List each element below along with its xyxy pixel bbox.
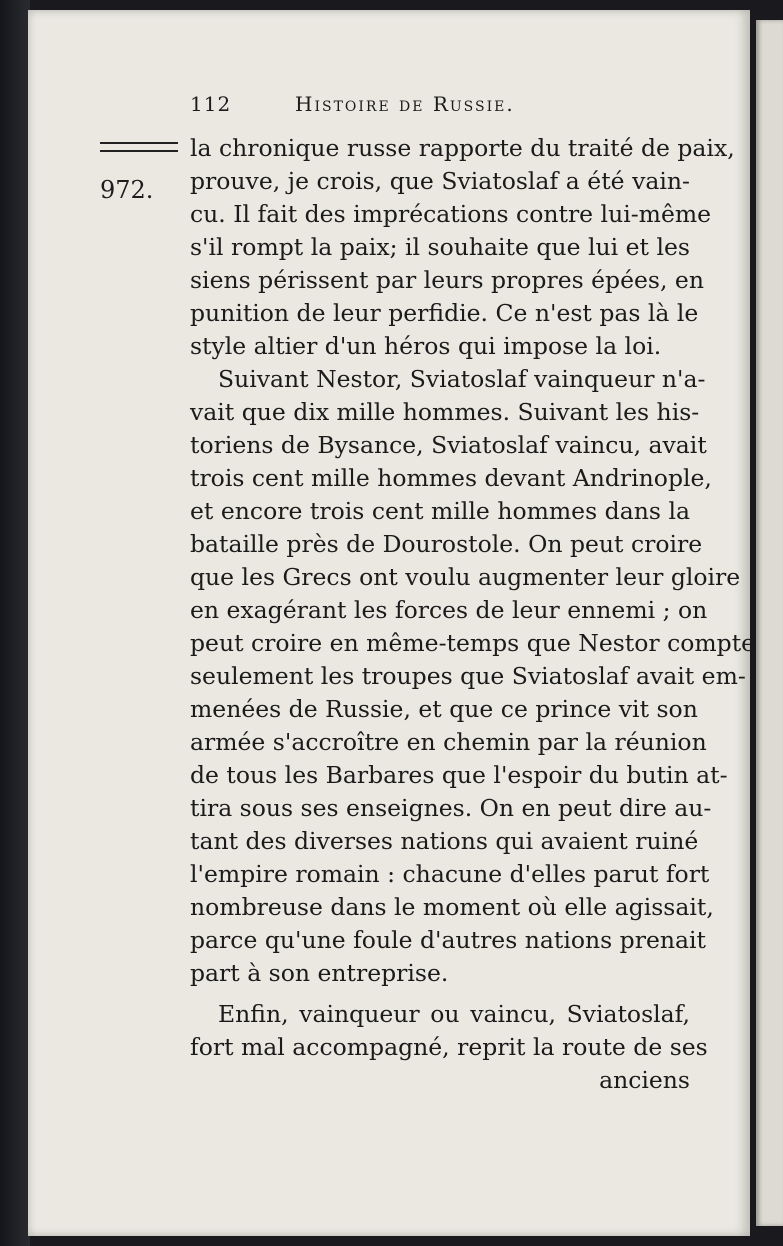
text-line: trois cent mille hommes devant Andrinople, (190, 464, 712, 492)
text-line: parce qu'une foule d'autres nations prenait (190, 926, 706, 954)
text-line: seulement les troupes que Sviatoslaf avait em- (190, 662, 746, 690)
running-head (190, 92, 690, 120)
margin-year: 972. (100, 176, 154, 204)
text-line: bataille près de Dourostole. On peut croire (190, 530, 703, 558)
text-line: tant des diverses nations qui avaient ruiné (190, 827, 699, 855)
text-line: l'empire romain : chacune d'elles parut fort (190, 860, 710, 888)
text-line: peut croire en même-temps que Nestor compte (190, 629, 756, 657)
text-line: prouve, je crois, que Sviatoslaf a été vain- (190, 167, 690, 195)
section-rule (100, 142, 178, 152)
text-line: part à son entreprise. (190, 959, 449, 987)
text-line: Suivant Nestor, Sviatoslaf vainqueur n'a- (218, 365, 706, 393)
text-line: Enfin, vainqueur ou vaincu, Sviatoslaf, (218, 1000, 690, 1028)
text-line: de tous les Barbares que l'espoir du butin at- (190, 761, 728, 789)
text-line: toriens de Bysance, Sviatoslaf vaincu, avait (190, 431, 707, 459)
text-line: nombreuse dans le moment où elle agissait, (190, 893, 714, 921)
text-line: style altier d'un héros qui impose la loi. (190, 332, 662, 360)
next-page-edge (756, 20, 783, 1226)
running-title: Histoire de Russie. (295, 92, 515, 116)
text-line: la chronique russe rapporte du traité de paix, (190, 134, 735, 162)
text-line: fort mal accompagné, reprit la route de ses (190, 1033, 708, 1061)
page-number: 112 (190, 92, 232, 116)
text-line: en exagérant les forces de leur ennemi ; on (190, 596, 708, 624)
text-line: et encore trois cent mille hommes dans la (190, 497, 690, 525)
catchword: anciens (599, 1066, 690, 1094)
book-edge (0, 0, 30, 1246)
body-text (190, 132, 756, 1097)
text-line: vait que dix mille hommes. Suivant les his- (190, 398, 700, 426)
text-line: tira sous ses enseignes. On en peut dire au- (190, 794, 712, 822)
text-line: menées de Russie, et que ce prince vit son (190, 695, 698, 723)
text-line: armée s'accroître en chemin par la réunion (190, 728, 707, 756)
text-line: siens périssent par leurs propres épées, en (190, 266, 704, 294)
text-line: que les Grecs ont voulu augmenter leur gloire (190, 563, 741, 591)
text-line: cu. Il fait des imprécations contre lui-même (190, 200, 712, 228)
text-line: s'il rompt la paix; il souhaite que lui et les (190, 233, 690, 261)
text-line: punition de leur perfidie. Ce n'est pas là le (190, 299, 699, 327)
